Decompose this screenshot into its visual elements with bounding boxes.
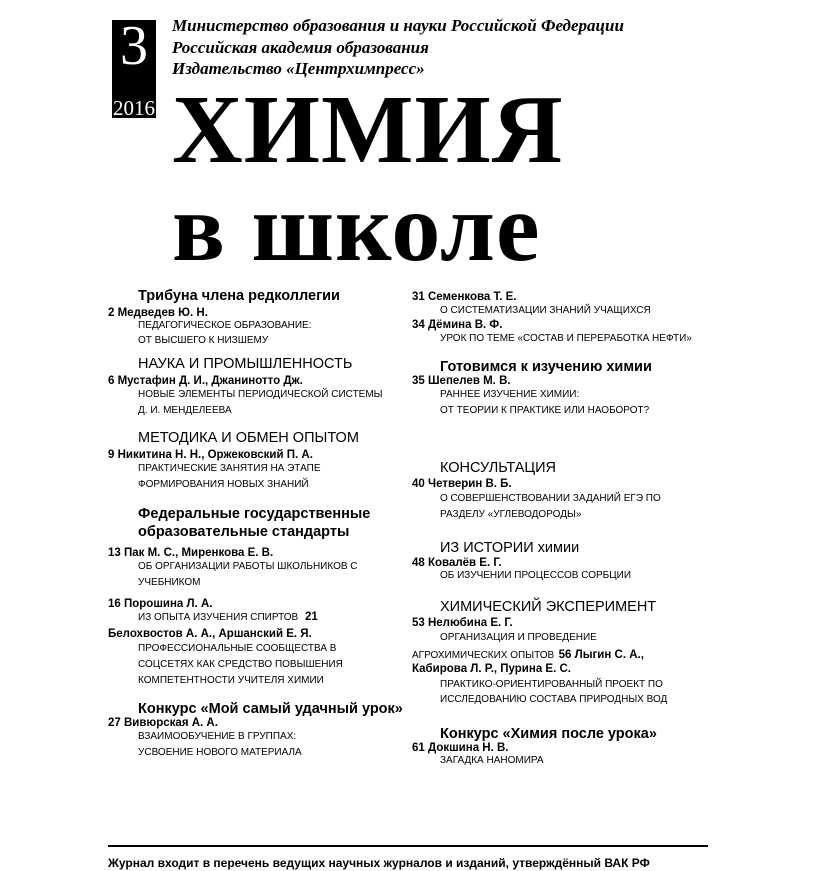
section-heading: Готовимся к изучению химии	[440, 359, 652, 375]
article-title: ЗАГАДКА НАНОМИРА	[440, 755, 544, 766]
article-title: УЧЕБНИКОМ	[138, 577, 201, 588]
article-title: УСВОЕНИЕ НОВОГО МАТЕРИАЛА	[138, 747, 302, 758]
article-title: КОМПЕТЕНТНОСТИ УЧИТЕЛЯ ХИМИИ	[138, 675, 324, 686]
article-author: 13 Пак М. С., Миренкова Е. В.	[108, 547, 274, 559]
article-author: 2 Медведев Ю. Н.	[108, 307, 208, 319]
section-heading: образовательные стандарты	[138, 524, 350, 540]
article-page-number: 21	[305, 611, 318, 623]
article-author: 16 Порошина Л. А.	[108, 598, 213, 610]
article-author: Кабирова Л. Р., Пурина Е. С.	[412, 663, 571, 675]
article-title: ОБ ИЗУЧЕНИИ ПРОЦЕССОВ СОРБЦИИ	[440, 570, 632, 581]
article-title: О СОВЕРШЕНСТВОВАНИИ ЗАДАНИЙ ЕГЭ ПО	[440, 493, 661, 504]
article-author: 56 Лыгин С. А.,	[558, 649, 644, 661]
article-title: ПРОФЕССИОНАЛЬНЫЕ СООБЩЕСТВА В	[138, 643, 337, 654]
article-title: ОРГАНИЗАЦИЯ И ПРОВЕДЕНИЕ	[440, 632, 597, 643]
article-title: СОЦСЕТЯХ КАК СРЕДСТВО ПОВЫШЕНИЯ	[138, 659, 343, 670]
section-heading: НАУКА И ПРОМЫШЛЕННОСТЬ	[138, 356, 353, 372]
publisher-line-ministry: Министерство образования и науки Российской Федерации	[172, 16, 624, 35]
article-title: ОТ ВЫСШЕГО К НИЗШЕМУ	[138, 335, 269, 346]
article-title: НОВЫЕ ЭЛЕМЕНТЫ ПЕРИОДИЧЕСКОЙ СИСТЕМЫ	[138, 389, 383, 400]
article-title: УРОК ПО ТЕМЕ «СОСТАВ И ПЕРЕРАБОТКА НЕФТИ»	[440, 333, 692, 344]
article-title: ОБ ОРГАНИЗАЦИИ РАБОТЫ ШКОЛЬНИКОВ С	[138, 561, 358, 572]
masthead-subtitle: в школе	[172, 174, 541, 282]
article-title: ИССЛЕДОВАНИЮ СОСТАВА ПРИРОДНЫХ ВОД	[440, 694, 668, 705]
article-title: АГРОХИМИЧЕСКИХ ОПЫТОВ	[412, 650, 555, 661]
section-heading: МЕТОДИКА И ОБМЕН ОПЫТОМ	[138, 430, 359, 446]
masthead-title: ХИМИЯ	[172, 76, 564, 184]
article-author: 9 Никитина Н. Н., Оржековский П. А.	[108, 449, 313, 461]
publisher-line-press: Издательство «Центрхимпресс»	[172, 59, 425, 78]
article-author: 34 Дёмина В. Ф.	[412, 319, 503, 331]
section-heading: Конкурс «Мой самый удачный урок»	[138, 701, 403, 717]
article-title: ПРАКТИКО-ОРИЕНТИРОВАННЫЙ ПРОЕКТ ПО	[440, 679, 663, 690]
footer-note: Журнал входит в перечень ведущих научных журналов и изданий, утверждённый ВАК РФ	[108, 856, 650, 870]
article-author: 40 Четверин В. Б.	[412, 478, 512, 490]
article-author: 61 Докшина Н. В.	[412, 742, 509, 754]
article-title: ПЕДАГОГИЧЕСКОЕ ОБРАЗОВАНИЕ:	[138, 320, 312, 331]
article-title: ИЗ ОПЫТА ИЗУЧЕНИЯ СПИРТОВ	[138, 612, 299, 623]
article-author: 27 Вивюрская А. А.	[108, 717, 218, 729]
issue-number: 3	[120, 15, 148, 77]
article-title: ВЗАИМООБУЧЕНИЕ В ГРУППАХ:	[138, 731, 297, 742]
article-author: 48 Ковалёв Е. Г.	[412, 557, 502, 569]
article-author: Белохвостов А. А., Аршанский Е. Я.	[108, 628, 312, 640]
section-heading: КОНСУЛЬТАЦИЯ	[440, 460, 556, 476]
article-author: 53 Нелюбина Е. Г.	[412, 617, 513, 629]
article-title: РАЗДЕЛУ «УГЛЕВОДОРОДЫ»	[440, 509, 582, 520]
article-author: 6 Мустафин Д. И., Джанинотто Дж.	[108, 375, 303, 387]
section-heading: ИЗ ИСТОРИИ химии	[440, 540, 580, 556]
issue-badge	[112, 15, 156, 120]
article-title: РАННЕЕ ИЗУЧЕНИЕ ХИМИИ:	[440, 389, 580, 400]
section-heading: Конкурс «Химия после урока»	[440, 726, 657, 742]
article-title: Д. И. МЕНДЕЛЕЕВА	[138, 405, 232, 416]
publisher-line-academy: Российская академия образования	[172, 37, 429, 57]
article-title: ОТ ТЕОРИИ К ПРАКТИКЕ ИЛИ НАОБОРОТ?	[440, 405, 650, 416]
article-author: 31 Семенкова Т. Е.	[412, 291, 517, 303]
section-heading: Трибуна члена редколлегии	[138, 288, 340, 304]
article-title: ФОРМИРОВАНИЯ НОВЫХ ЗНАНИЙ	[138, 479, 309, 490]
article-title: ПРАКТИЧЕСКИЕ ЗАНЯТИЯ НА ЭТАПЕ	[138, 463, 321, 474]
section-heading: ХИМИЧЕСКИЙ ЭКСПЕРИМЕНТ	[440, 599, 657, 615]
article-author: 35 Шепелев М. В.	[412, 375, 511, 387]
article-title: О СИСТЕМАТИЗАЦИИ ЗНАНИЙ УЧАЩИХСЯ	[440, 305, 651, 316]
publisher-block	[172, 15, 624, 80]
footer-divider	[108, 845, 708, 847]
section-heading: Федеральные государственные	[138, 506, 371, 522]
issue-year: 2016	[113, 96, 155, 120]
